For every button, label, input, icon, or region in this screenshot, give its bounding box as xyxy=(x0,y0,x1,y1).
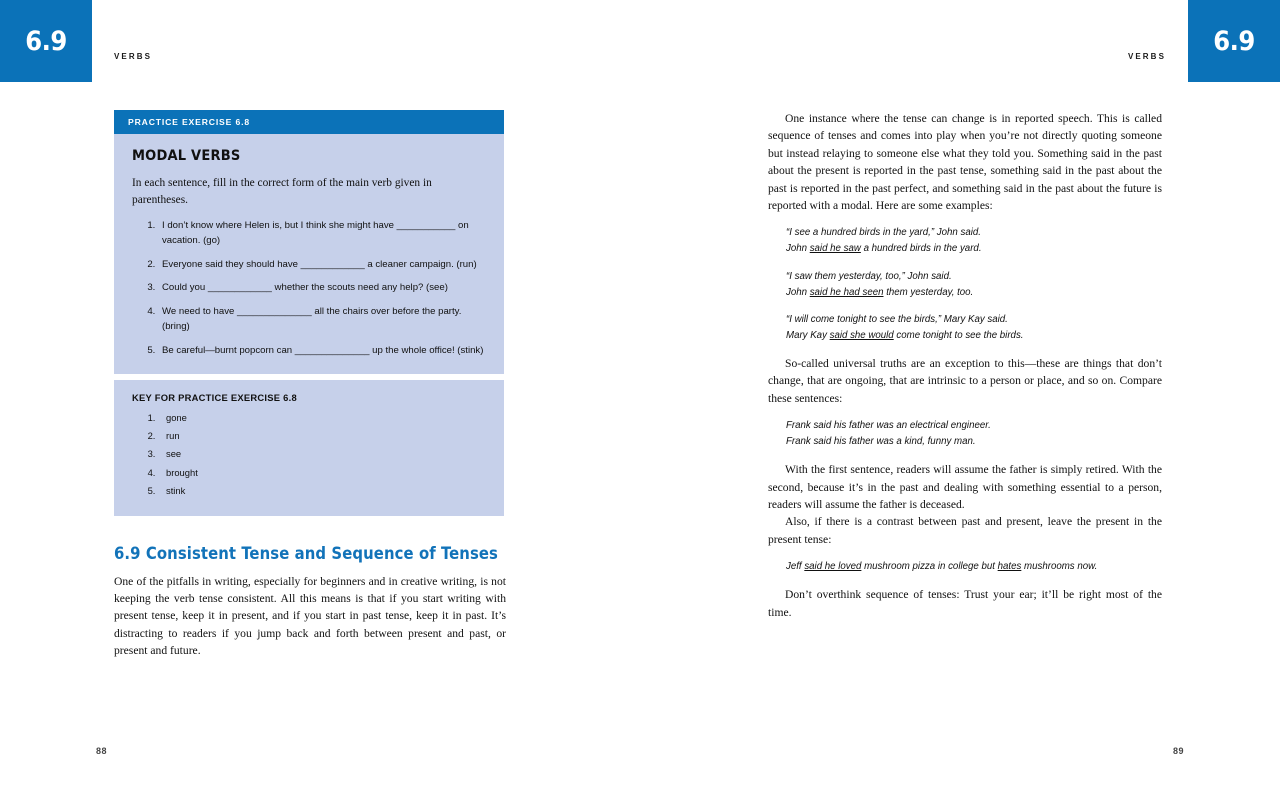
example-underline: said she would xyxy=(829,329,894,341)
left-page-column xyxy=(114,110,506,660)
practice-exercise-title: MODAL VERBS xyxy=(132,148,241,164)
chapter-number-left: 6.9 xyxy=(25,25,67,57)
example-quote: “I will come tonight to see the birds,” Mary Kay said. xyxy=(786,313,1008,325)
example-underline: said he had seen xyxy=(809,286,884,298)
example-text-after: mushrooms now. xyxy=(1021,561,1098,573)
exercise-item: 5. Be careful—burnt popcorn can ______________ up the whole office! (stink) xyxy=(158,343,486,359)
paragraph-two: So-called universal truths are an exception to this—these are things that don’t change, that are ongoing, that are intrinsic to a person or place, and so on. Compare these sentences: xyxy=(768,356,1162,405)
example-block-1 xyxy=(786,225,1162,257)
example-text-after: come tonight to see the birds. xyxy=(893,329,1024,341)
answer-key-item: 2. run xyxy=(158,427,486,445)
example-block-5 xyxy=(786,559,1162,575)
paragraph-one: One instance where the tense can change is in reported speech. This is called sequence of tenses and comes into play when you’re not directly quoting someone but instead relaying to someone else what they told you. Something said in the past about the present is reported in the past tense, something said in the past about the past is reported in the past perfect, and something said in the past about the future is reported with a modal. Here are some examples: xyxy=(768,112,1162,212)
section-paragraph: One of the pitfalls in writing, especially for beginners and in creative writing, is not keeping the verb tense consistent. All this means is that if you start writing with present tense, keep it in present, and if you start in past tense, keep it in past. It’s distracting to readers if you jump back and forth between present and past, or present and future. xyxy=(114,574,506,658)
example-underline-2: hates xyxy=(997,561,1022,573)
example-text-before: Jeff xyxy=(786,561,805,573)
practice-exercise-instructions: In each sentence, fill in the correct form of the main verb given in parentheses. xyxy=(132,177,432,207)
section-heading: 6.9 Consistent Tense and Sequence of Tenses xyxy=(114,543,498,563)
example-sentence: Frank said his father was an electrical engineer. xyxy=(786,420,991,432)
exercise-item: 3. Could you ____________ whether the scouts need any help? (see) xyxy=(158,280,486,296)
practice-exercise-body xyxy=(114,134,504,374)
chapter-number-right: 6.9 xyxy=(1213,25,1255,57)
answer-key-box xyxy=(114,380,504,515)
example-reported xyxy=(786,241,1162,257)
paragraph-five: Don’t overthink sequence of tenses: Trust your ear; it’ll be right most of the time. xyxy=(768,588,1162,619)
example-text-middle: mushroom pizza in college but xyxy=(861,561,998,573)
exercise-item: 2. Everyone said they should have ____________ a cleaner campaign. (run) xyxy=(158,257,486,273)
chapter-tab-right xyxy=(1188,0,1280,82)
exercise-item: 1. I don’t know where Helen is, but I think she might have ___________ on vacation. (go) xyxy=(158,218,486,249)
running-title-right: VERBS xyxy=(1127,52,1166,61)
page-number-left: 88 xyxy=(96,746,108,756)
example-quote: “I saw them yesterday, too,” John said. xyxy=(786,270,952,282)
example-text-after: a hundred birds in the yard. xyxy=(860,243,982,255)
example-quote: “I see a hundred birds in the yard,” John said. xyxy=(786,227,981,239)
example-underline: said he saw xyxy=(809,243,861,255)
chapter-tab-left xyxy=(0,0,92,82)
answer-key-item: 3. see xyxy=(158,445,486,463)
practice-exercise-header: PRACTICE EXERCISE 6.8 xyxy=(114,110,504,134)
paragraph-three: With the first sentence, readers will assume the father is simply retired. With the second, because it’s in the past and dealing with something essential to a person, readers will assume the father is deceased. xyxy=(768,463,1162,512)
practice-exercise-box xyxy=(114,110,504,374)
example-sentence xyxy=(786,559,1162,575)
example-block-3 xyxy=(786,312,1162,344)
example-underline-1: said he loved xyxy=(804,561,862,573)
answer-key-list xyxy=(132,409,486,499)
example-block-4 xyxy=(786,418,1162,450)
practice-exercise-list xyxy=(132,218,486,359)
answer-key-item: 4. brought xyxy=(158,464,486,482)
example-reported xyxy=(786,328,1162,344)
example-text-before: Mary Kay xyxy=(786,329,830,341)
example-text-before: John xyxy=(786,286,810,298)
answer-key-item: 5. stink xyxy=(158,482,486,500)
example-text-before: John xyxy=(786,243,810,255)
running-title-left: VERBS xyxy=(114,52,153,61)
example-reported xyxy=(786,285,1162,301)
example-block-2 xyxy=(786,269,1162,301)
paragraph-four: Also, if there is a contrast between past and present, leave the present in the present tense: xyxy=(768,515,1162,546)
page-number-right: 89 xyxy=(1172,746,1184,756)
answer-key-item: 1. gone xyxy=(158,409,486,427)
answer-key-title: KEY FOR PRACTICE EXERCISE 6.8 xyxy=(132,392,297,404)
right-page-column xyxy=(768,110,1162,621)
example-sentence: Frank said his father was a kind, funny man. xyxy=(786,436,976,448)
exercise-item: 4. We need to have ______________ all the chairs over before the party. (bring) xyxy=(158,304,486,335)
example-text-after: them yesterday, too. xyxy=(883,286,974,298)
